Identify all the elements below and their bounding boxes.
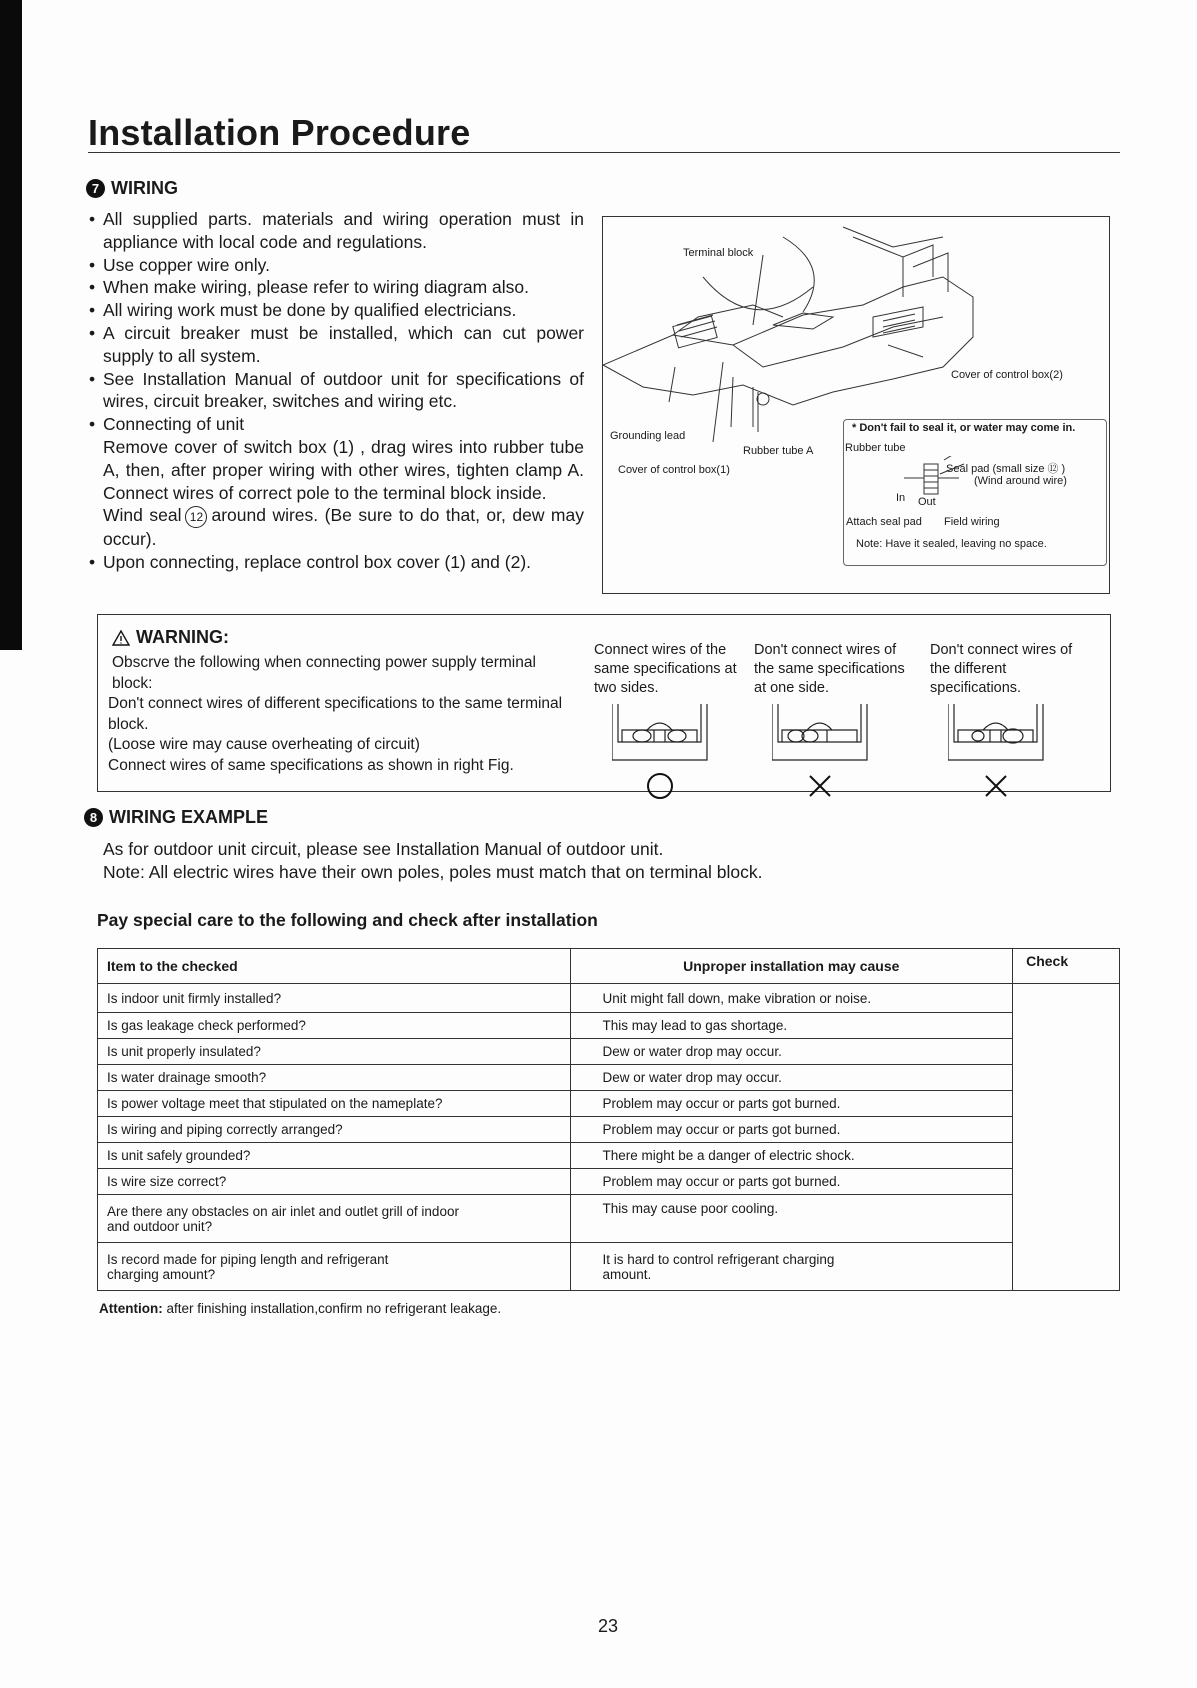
warning-title [112, 627, 229, 648]
table-row [98, 1039, 1120, 1065]
table-row [98, 984, 1120, 1013]
cause-cell: Problem may occur or parts got burned. [570, 1091, 1013, 1117]
table-header-row [98, 949, 1120, 984]
wiring-bullet: • Upon connecting, replace control box cover (1) and (2). [88, 551, 584, 574]
section-number-8: 8 [84, 808, 103, 827]
wiring-example-heading-text: WIRING EXAMPLE [109, 807, 269, 827]
figure-caption: Don't connect wires of the same specifications at one side. [754, 642, 905, 696]
cause-cell: Dew or water drop may occur. [570, 1039, 1013, 1065]
wiring-heading-text: WIRING [111, 178, 178, 198]
item-cell: Are there any obstacles on air inlet and outlet grill of indoor and outdoor unit? [98, 1195, 571, 1243]
section-number-7: 7 [86, 179, 105, 198]
item-cell: Is power voltage meet that stipulated on the nameplate? [98, 1091, 571, 1117]
terminal-illustration [772, 702, 892, 802]
cause-cell: Dew or water drop may occur. [570, 1065, 1013, 1091]
seal-pad-illustration [904, 456, 974, 506]
label-grounding-lead: Grounding lead [610, 430, 686, 442]
cause-cell: Problem may occur or parts got burned. [570, 1117, 1013, 1143]
wind-seal-pre: Wind seal [103, 505, 182, 526]
wiring-bullet: • All supplied parts. materials and wiring operation must in appliance with local code and regulations. [88, 208, 584, 254]
table-row [98, 1013, 1120, 1039]
table-row [98, 1065, 1120, 1091]
item-cell: Is gas leakage check performed? [98, 1013, 571, 1039]
figure-caption: Connect wires of the same specifications at two sides. [594, 642, 737, 696]
wiring-example-heading [84, 807, 268, 828]
terminal-figure-correct [594, 641, 744, 802]
checklist-table [97, 948, 1120, 1291]
wrong-mark [810, 776, 830, 796]
header-cause: Unproper installation may cause [570, 949, 1013, 984]
item-cell: Is unit properly insulated? [98, 1039, 571, 1065]
table-row [98, 1091, 1120, 1117]
wiring-bullet: • See Installation Manual of outdoor unit for specifications of wires, circuit breaker, switches and wiring etc. [88, 368, 584, 414]
scan-edge-bar [0, 0, 22, 650]
label-seal-pad: Seal pad (small size ⑫ ) [946, 463, 1066, 475]
label-cover-control-box-1: Cover of control box(1) [618, 464, 730, 476]
table-row [98, 1117, 1120, 1143]
example-line-1: As for outdoor unit circuit, please see Installation Manual of outdoor unit. [103, 839, 664, 859]
wiring-diagram [602, 216, 1110, 594]
attention-text: after finishing installation,confirm no refrigerant leakage. [162, 1301, 502, 1316]
item-cell: Is indoor unit firmly installed? [98, 984, 571, 1013]
warning-box [97, 614, 1111, 792]
wiring-example-text [103, 838, 762, 884]
label-rubber-tube: Rubber tube [845, 442, 906, 454]
wrong-mark [986, 776, 1006, 796]
header-item: Item to the checked [98, 949, 571, 984]
label-attach-seal-pad: Attach seal pad [846, 516, 922, 528]
item-cell: Is record made for piping length and refrigerant charging amount? [98, 1243, 571, 1291]
label-out: Out [918, 496, 936, 508]
wiring-bullet: • Connecting of unit [88, 413, 584, 436]
title-rule [88, 152, 1120, 153]
item-cell: Is unit safely grounded? [98, 1143, 571, 1169]
page-number: 23 [598, 1616, 619, 1636]
item-cell: Is wiring and piping correctly arranged? [98, 1117, 571, 1143]
label-note-sealed: Note: Have it sealed, leaving no space. [856, 538, 1047, 550]
label-in: In [896, 492, 906, 504]
label-cover-control-box-2: Cover of control box(2) [951, 369, 1063, 381]
cause-cell: Problem may occur or parts got burned. [570, 1169, 1013, 1195]
warning-text [108, 653, 568, 776]
connect-instructions: Remove cover of switch box (1) , drag wires into rubber tube A, then, after proper wiring with other wires, tighten clamp A. Connect wires of correct pole to the terminal block inside. [103, 436, 584, 503]
label-wind-around-wire: (Wind around wire) [974, 475, 1067, 487]
warning-line: (Loose wire may cause overheating of circuit) [108, 736, 420, 753]
cause-cell: Unit might fall down, make vibration or noise. [570, 984, 1013, 1013]
table-row [98, 1169, 1120, 1195]
wiring-bullet: • All wiring work must be done by qualified electricians. [88, 299, 584, 322]
wiring-heading [86, 178, 178, 199]
item-cell: Is wire size correct? [98, 1169, 571, 1195]
cause-cell: There might be a danger of electric shock. [570, 1143, 1013, 1169]
attention-note [99, 1301, 501, 1316]
cause-cell: This may cause poor cooling. [570, 1195, 1013, 1243]
terminal-figure-wrong-1 [754, 641, 919, 802]
label-rubber-tube-a: Rubber tube A [743, 445, 814, 457]
seal-warning: * Don't fail to seal it, or water may come in. [852, 422, 1076, 434]
figure-caption: Don't connect wires of the different specifications. [930, 642, 1073, 696]
wiring-bullet: • Use copper wire only. [88, 254, 584, 277]
seal-note-box [843, 419, 1107, 566]
warning-title-text: WARNING: [136, 627, 229, 647]
item-cell: Is water drainage smooth? [98, 1065, 571, 1091]
label-field-wiring: Field wiring [944, 516, 1000, 528]
wind-seal-post: around wires. (Be sure to do that, or, dew may occur). [103, 505, 584, 549]
cause-cell: It is hard to control refrigerant charging amount. [570, 1243, 1013, 1291]
terminal-illustration [948, 702, 1068, 802]
part-number-badge: 12 [185, 506, 207, 528]
terminal-illustration [612, 702, 732, 802]
check-cell[interactable] [1013, 984, 1120, 1291]
header-check: Check [1013, 949, 1120, 984]
table-row [98, 1243, 1120, 1291]
label-terminal-block: Terminal block [683, 247, 754, 259]
table-row [98, 1143, 1120, 1169]
attention-label: Attention: [99, 1301, 163, 1316]
terminal-figure-wrong-2 [930, 641, 1080, 802]
warning-line: Don't connect wires of different specifications to the same terminal block. [108, 695, 563, 733]
checklist-heading: Pay special care to the following and check after installation [97, 910, 598, 930]
wind-seal-instructions [88, 504, 584, 550]
page-title: Installation Procedure [88, 112, 471, 153]
warning-triangle-icon [112, 630, 130, 646]
warning-line: Connect wires of same specifications as shown in right Fig. [108, 756, 514, 774]
warning-line: Obscrve the following when connecting power supply terminal block: [112, 654, 536, 692]
wiring-bullet: • A circuit breaker must be installed, which can cut power supply to all system. [88, 322, 584, 368]
example-line-2: Note: All electric wires have their own poles, poles must match that on terminal block. [103, 862, 763, 882]
wiring-bullet: • When make wiring, please refer to wiring diagram also. [88, 276, 584, 299]
correct-mark [648, 774, 672, 798]
wiring-bullets [88, 208, 584, 573]
cause-cell: This may lead to gas shortage. [570, 1013, 1013, 1039]
table-row [98, 1195, 1120, 1243]
